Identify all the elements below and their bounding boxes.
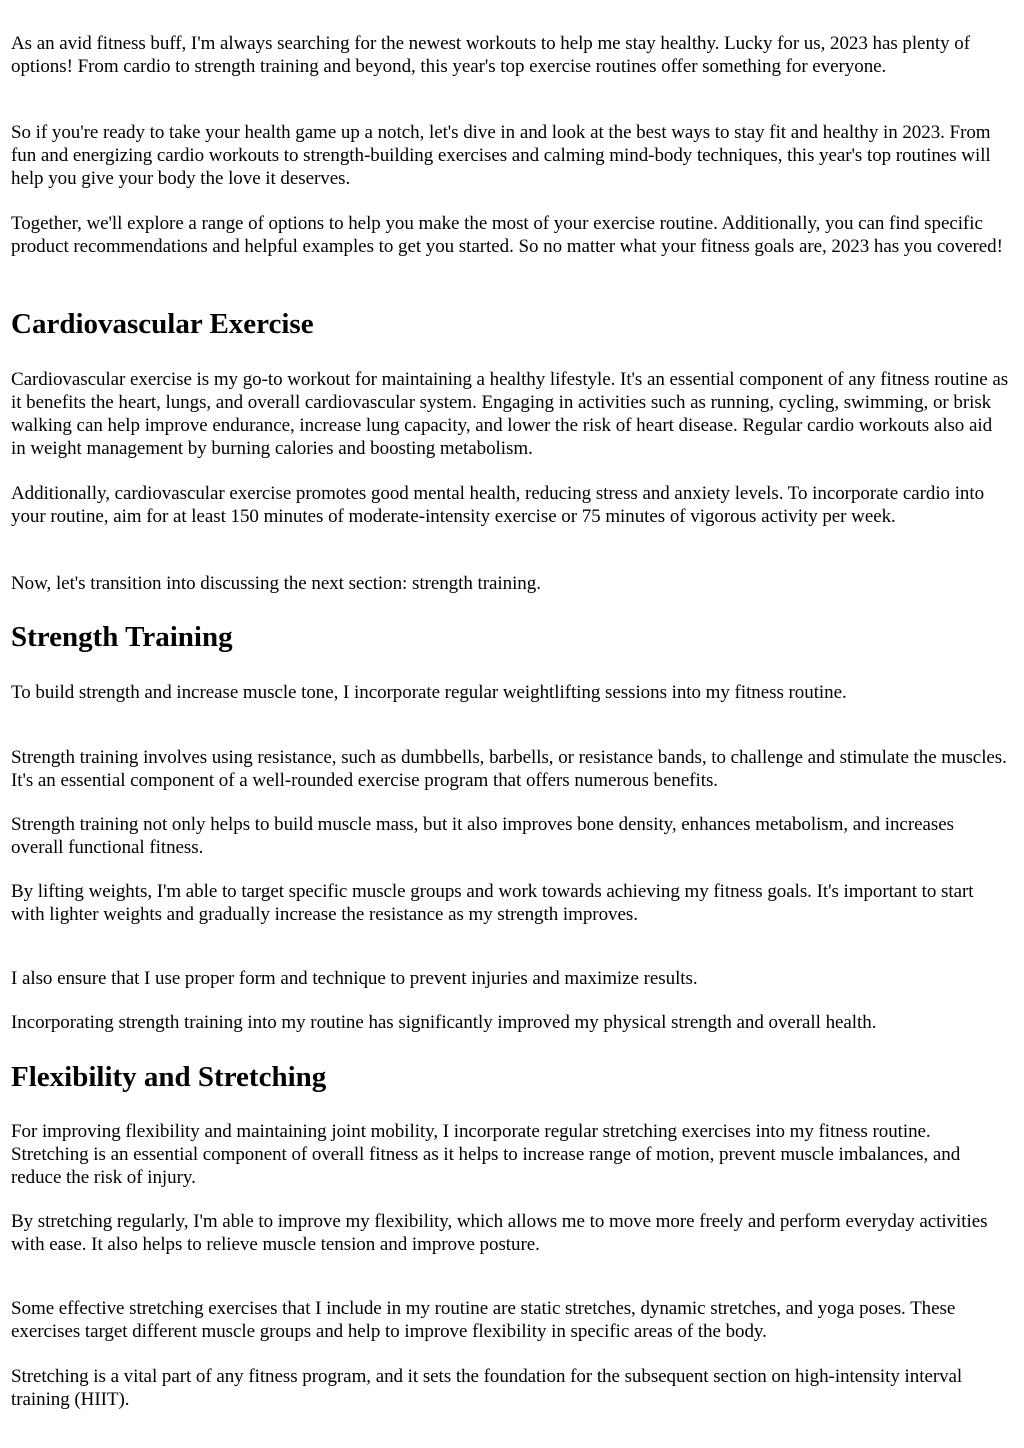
strength-paragraph-3: Strength training not only helps to build muscle mass, but it also improves bone density, enhances metabolism, and increases overall functional fitness. bbox=[11, 814, 954, 858]
strength-paragraph-4: By lifting weights, I'm able to target specific muscle groups and work towards achieving my fitness goals. It's important to start with lighter weights and gradually increase the resistance as my strength improves. bbox=[11, 881, 974, 925]
flexibility-heading: Flexibility and Stretching bbox=[11, 1061, 327, 1093]
strength-paragraph-1: To build strength and increase muscle tone, I incorporate regular weightlifting sessions into my fitness routine. bbox=[11, 682, 847, 703]
flexibility-paragraph-4: Stretching is a vital part of any fitness program, and it sets the foundation for the subsequent section on high-intensity interval training (HIIT). bbox=[11, 1366, 963, 1410]
intro-paragraph-1: As an avid fitness buff, I'm always searching for the newest workouts to help me stay healthy. Lucky for us, 2023 has plenty of options! From cardio to strength training and beyond, this year's top exercise routines offer something for everyone. bbox=[11, 33, 970, 77]
flexibility-paragraph-2: By stretching regularly, I'm able to improve my flexibility, which allows me to move more freely and perform everyday activities with ease. It also helps to relieve muscle tension and improve posture. bbox=[11, 1211, 988, 1255]
intro-paragraph-3: Together, we'll explore a range of options to help you make the most of your exercise routine. Additionally, you can find specific product recommendations and helpful examples to get you started. So no matter what your fitness goals are, 2023 has you covered! bbox=[11, 213, 1003, 257]
strength-paragraph-6: Incorporating strength training into my routine has significantly improved my physical strength and overall health. bbox=[11, 1012, 877, 1033]
flexibility-paragraph-1: For improving flexibility and maintaining joint mobility, I incorporate regular stretching exercises into my fitness routine. Stretching is an essential component of overall fitness as it helps to increase range of motion, prevent muscle imbalances, and reduce the risk of injury. bbox=[11, 1121, 961, 1188]
cardio-paragraph-1: Cardiovascular exercise is my go-to workout for maintaining a healthy lifestyle. It's an essential component of any fitness routine as it benefits the heart, lungs, and overall cardiovascular system. Engaging in activities such as running, cycling, swimming, or brisk walking can help improve endurance, increase lung capacity, and lower the risk of heart disease. Regular cardio workouts also aid in weight management by burning calories and boosting metabolism. bbox=[11, 369, 1009, 459]
cardio-heading: Cardiovascular Exercise bbox=[11, 308, 314, 340]
intro-paragraph-2: So if you're ready to take your health game up a notch, let's dive in and look at the best ways to stay fit and healthy in 2023. From fun and energizing cardio workouts to strength-building exercises and calming mind-body techniques, this year's top routines will help you give your body the love it deserves. bbox=[11, 122, 991, 189]
strength-paragraph-2: Strength training involves using resistance, such as dumbbells, barbells, or resistance bands, to challenge and stimulate the muscles. It's an essential component of a well-rounded exercise program that offers numerous benefits. bbox=[11, 747, 1007, 791]
strength-paragraph-5: I also ensure that I use proper form and technique to prevent injuries and maximize results. bbox=[11, 968, 698, 989]
cardio-paragraph-3: Now, let's transition into discussing the next section: strength training. bbox=[11, 573, 541, 594]
strength-heading: Strength Training bbox=[11, 621, 233, 653]
cardio-paragraph-2: Additionally, cardiovascular exercise promotes good mental health, reducing stress and anxiety levels. To incorporate cardio into your routine, aim for at least 150 minutes of moderate-intensity exercise or 75 minutes of vigorous activity per week. bbox=[11, 483, 985, 527]
flexibility-paragraph-3: Some effective stretching exercises that I include in my routine are static stretches, dynamic stretches, and yoga poses. These exercises target different muscle groups and help to improve flexibility in specific areas of the body. bbox=[11, 1298, 956, 1342]
